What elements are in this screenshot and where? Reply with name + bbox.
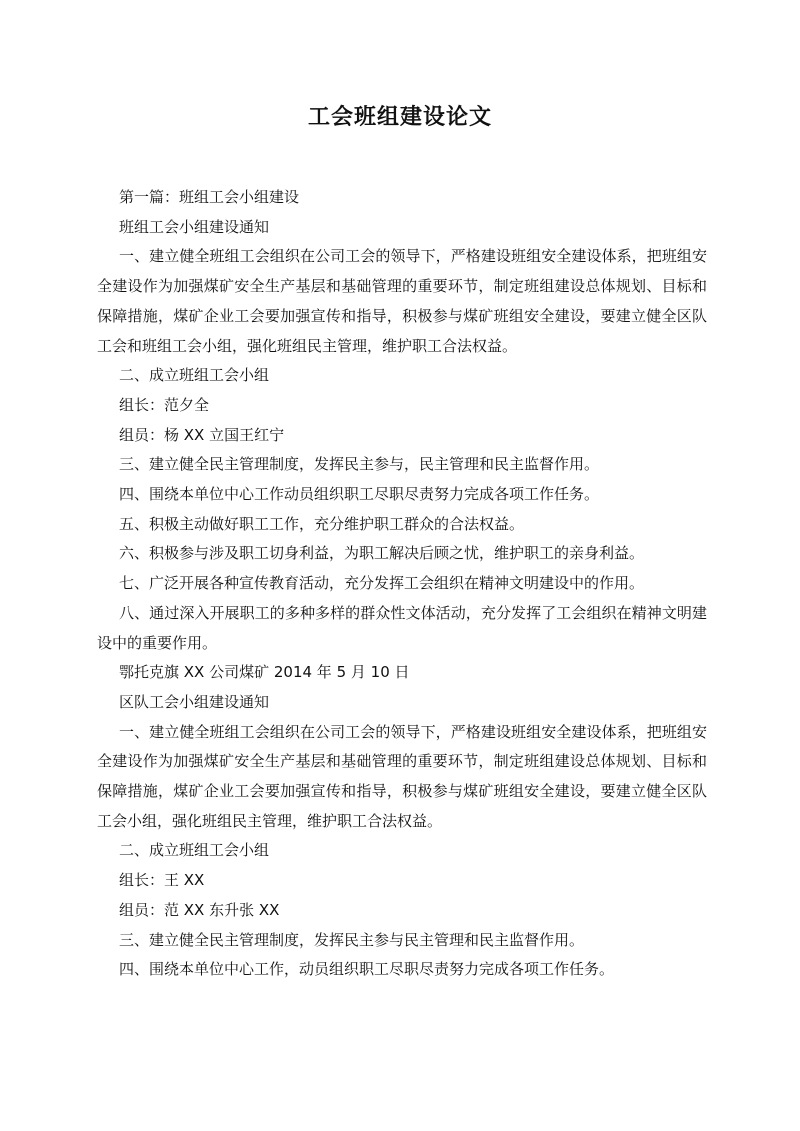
- paragraph-members-second: 组员：范 XX 东升张 XX: [119, 900, 280, 919]
- paragraph-members: 组员：杨 XX 立国王红宁: [119, 425, 285, 444]
- paragraph-item-4-second: 四、围绕本单位中心工作，动员组织职工尽职尽责努力完成各项工作任务。: [119, 960, 615, 979]
- paragraph-notice-title-2: 区队工会小组建设通知: [119, 692, 270, 711]
- paragraph-item-3: 三、建立健全民主管理制度，发挥民主参与，民主管理和民主监督作用。: [119, 455, 600, 474]
- paragraph-item-7: 七、广泛开展各种宣传教育活动，充分发挥工会组织在精神文明建设中的作用。: [119, 574, 645, 593]
- document-body: [97, 183, 707, 985]
- paragraph-signature-date: 鄂托克旗 XX 公司煤矿 2014 年 5 月 10 日: [119, 663, 410, 682]
- paragraph-item-1-second: 一、建立健全班组工会组织在公司工会的领导下，严格建设班组安全建设体系，把班组安全建设作为加强煤矿安全生产基层和基础管理的重要环节，制定班组建设总体规划、目标和保障措施，煤矿企业工会要加强宣传和指导，积极参与煤矿班组安全建设，要建立健全区队工会小组，强化班组民主管理，维护职工合法权益。: [97, 722, 707, 830]
- document-title: 工会班组建设论文: [307, 105, 492, 130]
- paragraph-item-4: 四、围绕本单位中心工作动员组织职工尽职尽责努力完成各项工作任务。: [119, 485, 600, 504]
- paragraph-item-5: 五、积极主动做好职工工作，充分维护职工群众的合法权益。: [119, 514, 525, 533]
- paragraph-notice-title-1: 班组工会小组建设通知: [119, 217, 270, 236]
- paragraph-leader-second: 组长：王 XX: [119, 871, 205, 890]
- paragraph-leader: 组长：范夕全: [119, 395, 210, 414]
- paragraph-item-8: 八、通过深入开展职工的多种多样的群众性文体活动，充分发挥了工会组织在精神文明建设中的重要作用。: [97, 603, 707, 652]
- paragraph-item-2: 二、成立班组工会小组: [119, 366, 270, 385]
- paragraph-item-3-second: 三、建立健全民主管理制度，发挥民主参与民主管理和民主监督作用。: [119, 930, 585, 949]
- paragraph-item-2-second: 二、成立班组工会小组: [119, 841, 270, 860]
- paragraph-heading-part-one: 第一篇：班组工会小组建设: [119, 188, 300, 206]
- paragraph-item-1: 一、建立健全班组工会组织在公司工会的领导下，严格建设班组安全建设体系，把班组安全建设作为加强煤矿安全生产基层和基础管理的重要环节，制定班组建设总体规划、目标和保障措施，煤矿企业工会要加强宣传和指导，积极参与煤矿班组安全建设，要建立健全区队工会和班组工会小组，强化班组民主管理，维护职工合法权益。: [97, 247, 707, 355]
- paragraph-item-6: 六、积极参与涉及职工切身利益，为职工解决后顾之忧，维护职工的亲身利益。: [119, 544, 645, 563]
